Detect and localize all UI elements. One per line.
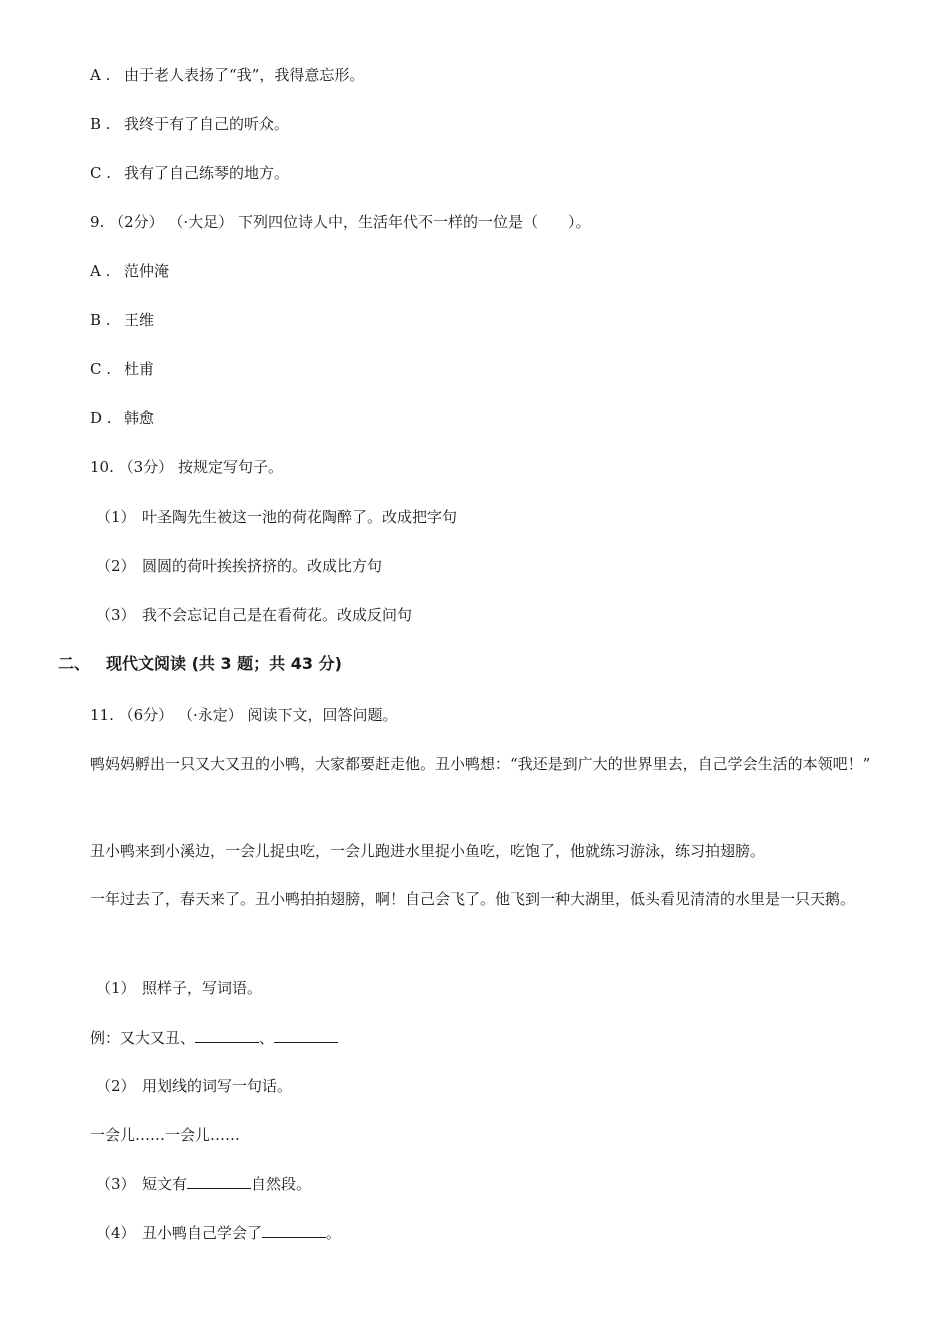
q8-option-a: [90, 65, 364, 85]
option-letter: A .: [90, 262, 111, 280]
option-letter: C .: [90, 360, 112, 378]
q11-sub-2: [96, 1076, 292, 1096]
example-separator: 、: [259, 1029, 275, 1047]
section-heading: [58, 654, 342, 674]
sub-question-number: （4）: [96, 1224, 136, 1242]
option-letter: A .: [90, 66, 111, 84]
section-number: 二、: [58, 654, 91, 673]
answer-blank[interactable]: [262, 1223, 326, 1238]
sub-question-text: 用划线的词写一句话。: [142, 1077, 293, 1095]
sub-question-text: 我不会忘记自己是在看荷花。改成反问句: [142, 606, 413, 624]
sub-question-text-pre: 丑小鸭自己学会了: [142, 1224, 263, 1242]
q10-sub-2: [96, 556, 382, 576]
question-number: 11.: [90, 706, 114, 724]
sub-question-text-post: 自然段。: [251, 1175, 312, 1193]
question-score: （2分）: [109, 213, 164, 231]
sub-question-number: （1）: [96, 508, 136, 526]
sub-question-number: （2）: [96, 557, 136, 575]
q9-option-b: [90, 310, 154, 330]
option-letter: D .: [90, 409, 112, 427]
option-text: 范仲淹: [124, 262, 170, 280]
q9-option-a: [90, 261, 169, 281]
q8-option-b: [90, 114, 289, 134]
answer-blank[interactable]: [274, 1028, 338, 1043]
sub-question-number: （3）: [96, 1175, 136, 1193]
q9-option-c: [90, 359, 154, 379]
option-text: 韩愈: [124, 409, 155, 427]
question-number: 10.: [90, 458, 114, 476]
q11-sub-1-example: [90, 1028, 338, 1048]
q10-sub-3: [96, 605, 412, 625]
option-text: 我终于有了自己的听众。: [124, 115, 290, 133]
q11-sub-4: [96, 1223, 341, 1243]
option-text: 我有了自己练琴的地方。: [124, 164, 290, 182]
section-title: 现代文阅读 (共 3 题；共 43 分): [106, 654, 342, 673]
passage-paragraph-3: 一年过去了，春天来了。丑小鸭拍拍翅膀，啊！自己会飞了。他飞到一种大湖里，低头看见清清的水里是一只天鹅。: [90, 890, 856, 908]
option-text: 王维: [124, 311, 155, 329]
sub-question-text: 叶圣陶先生被这一池的荷花陶醉了。改成把字句: [142, 508, 458, 526]
question-text: 下列四位诗人中，生活年代不一样的一位是（ ）。: [237, 213, 591, 231]
question-number: 9.: [90, 213, 105, 231]
passage-paragraph-1: 鸭妈妈孵出一只又大又丑的小鸭，大家都要赶走他。丑小鸭想：“我还是到广大的世界里去，自己学会生活的本领吧！”: [90, 755, 871, 773]
sub-question-text-post: 。: [326, 1224, 342, 1242]
question-source: （·永定）: [177, 706, 243, 724]
sub-question-number: （3）: [96, 606, 136, 624]
q11-sub-2-line: 一会儿……一会儿……: [90, 1126, 241, 1144]
question-score: （3分）: [118, 458, 174, 476]
answer-blank[interactable]: [187, 1174, 251, 1189]
question-9: [90, 212, 591, 232]
option-letter: C .: [90, 164, 112, 182]
sub-question-number: （1）: [96, 979, 136, 997]
option-letter: B .: [90, 311, 111, 329]
question-text: 阅读下文，回答问题。: [247, 706, 398, 724]
question-text: 按规定写句子。: [177, 458, 283, 476]
sub-question-text-pre: 短文有: [142, 1175, 188, 1193]
question-10: [90, 457, 283, 477]
option-letter: B .: [90, 115, 111, 133]
answer-blank[interactable]: [195, 1028, 259, 1043]
example-prefix: 例：又大又丑、: [90, 1029, 196, 1047]
sub-question-text: 照样子，写词语。: [142, 979, 263, 997]
sub-question-text: 圆圆的荷叶挨挨挤挤的。改成比方句: [142, 557, 383, 575]
passage-paragraph-2: 丑小鸭来到小溪边，一会儿捉虫吃，一会儿跑进水里捉小鱼吃，吃饱了，他就练习游泳，练习拍翅膀。: [90, 842, 766, 860]
q10-sub-1: [96, 507, 457, 527]
q8-option-c: [90, 163, 289, 183]
q11-sub-3: [96, 1174, 311, 1194]
question-score: （6分）: [118, 706, 174, 724]
question-source: （·大足）: [168, 213, 234, 231]
q11-sub-1: [96, 978, 262, 998]
option-text: 杜甫: [124, 360, 155, 378]
q9-option-d: [90, 408, 154, 428]
question-11: [90, 705, 398, 725]
sub-question-number: （2）: [96, 1077, 136, 1095]
option-text: 由于老人表扬了“我”，我得意忘形。: [124, 66, 365, 84]
